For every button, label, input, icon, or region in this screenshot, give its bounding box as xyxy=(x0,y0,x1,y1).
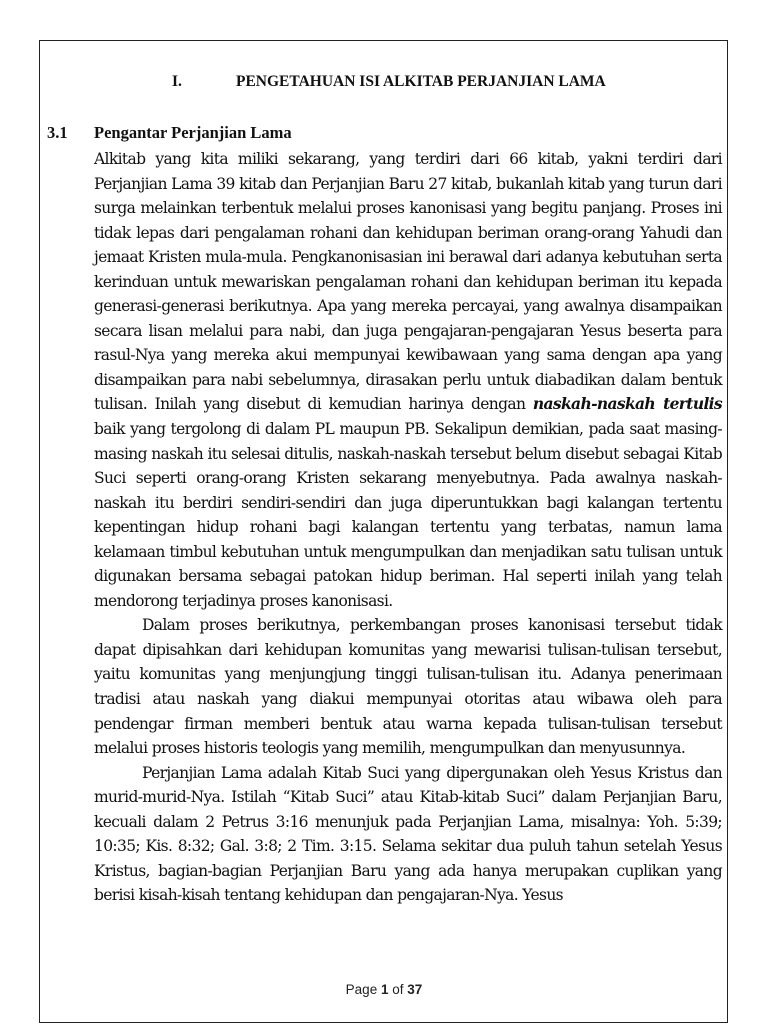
paragraph-1 xyxy=(94,147,722,613)
paragraph-1-part-1: Alkitab yang kita miliki sekarang, yang terdiri dari 66 kitab, yakni terdiri dari Perjanjian Lama 39 kitab dan Perjanjian Baru 27 kitab, bukanlah kitab yang turun dari surga melainkan terbentuk melalui proses kanonisasi yang begitu panjang. Proses ini tidak lepas dari pengalaman rohani dan kehidupan beriman orang-orang Yahudi dan jemaat Kristen mula-mula. Pengkanonisasian ini berawal dari adanya kebutuhan serta kerinduan untuk mewariskan pengalaman rohani dan kehidupan beriman itu kepada generasi-generasi berikutnya. Apa yang mereka percayai, yang awalnya disampaikan secara lisan melalui para nabi, dan juga pengajaran-pengajaran Yesus beserta para rasul-Nya yang mereka akui mempunyai kewibawaan yang sama dengan apa yang disampaikan para nabi sebelumnya, dirasakan perlu untuk diabadikan dalam bentuk tulisan. Inilah yang disebut di kemudian harinya dengan xyxy=(94,150,722,414)
body-text xyxy=(94,147,722,908)
section-title: Pengantar Perjanjian Lama xyxy=(94,123,292,142)
emphasis-text: naskah-naskah tertulis xyxy=(532,394,722,414)
footer-current-page: 1 xyxy=(380,982,389,997)
footer-total-pages: 37 xyxy=(407,982,423,997)
chapter-number: I. xyxy=(172,73,182,90)
footer-of-word: of xyxy=(392,982,404,997)
chapter-heading xyxy=(0,73,768,95)
paragraph-2: Dalam proses berikutnya, perkembangan proses kanonisasi tersebut tidak dapat dipisahkan dari kehidupan komunitas yang mewarisi tulisan-tulisan tersebut, yaitu komunitas yang menjungjung tinggi tulisan-tulisan itu. Adanya penerimaan tradisi atau naskah yang diakui mempunyai otoritas atau wibawa oleh para pendengar firman memberi bentuk atau warna kepada tulisan-tulisan tersebut melalui proses historis teologis yang memilih, mengumpulkan dan menyusunnya. xyxy=(94,616,722,758)
footer-page-word: Page xyxy=(345,982,378,997)
paragraph-3: Perjanjian Lama adalah Kitab Suci yang dipergunakan oleh Yesus Kristus dan murid-murid-Nya. Istilah “Kitab Suci” atau Kitab-kitab Suci” dalam Perjanjian Baru, kecuali dalam 2 Petrus 3:16 menunjuk pada Perjanjian Lama, misalnya: Yoh. 5:39; 10:35; Kis. 8:32; Gal. 3:8; 2 Tim. 3:15. Selama sekitar dua puluh tahun setelah Yesus Kristus, bagian-bagian Perjanjian Baru yang ada hanya merupakan cuplikan yang berisi kisah-kisah tentang kehidupan dan pengajaran-Nya. Yesus xyxy=(94,763,722,905)
section-number: 3.1 xyxy=(47,123,68,142)
page-footer xyxy=(0,982,768,997)
paragraph-1-part-2: baik yang tergolong di dalam PL maupun PB. Sekalipun demikian, pada saat masing-masing naskah itu selesai ditulis, naskah-naskah tersebut belum disebut sebagai Kitab Suci seperti orang-orang Kristen sekarang menyebutnya. Pada awalnya naskah-naskah itu berdiri sendiri-sendiri dan juga diperuntukkan bagi kalangan tertentu kepentingan hidup rohani bagi kalangan tertentu yang terbatas, namun lama kelamaan timbul kebutuhan untuk mengumpulkan dan menjadikan satu tulisan untuk digunakan bersama sebagai patokan hidup beriman. Hal seperti inilah yang telah mendorong terjadinya proses kanonisasi. xyxy=(94,420,722,610)
chapter-title: PENGETAHUAN ISI ALKITAB PERJANJIAN LAMA xyxy=(236,73,606,90)
